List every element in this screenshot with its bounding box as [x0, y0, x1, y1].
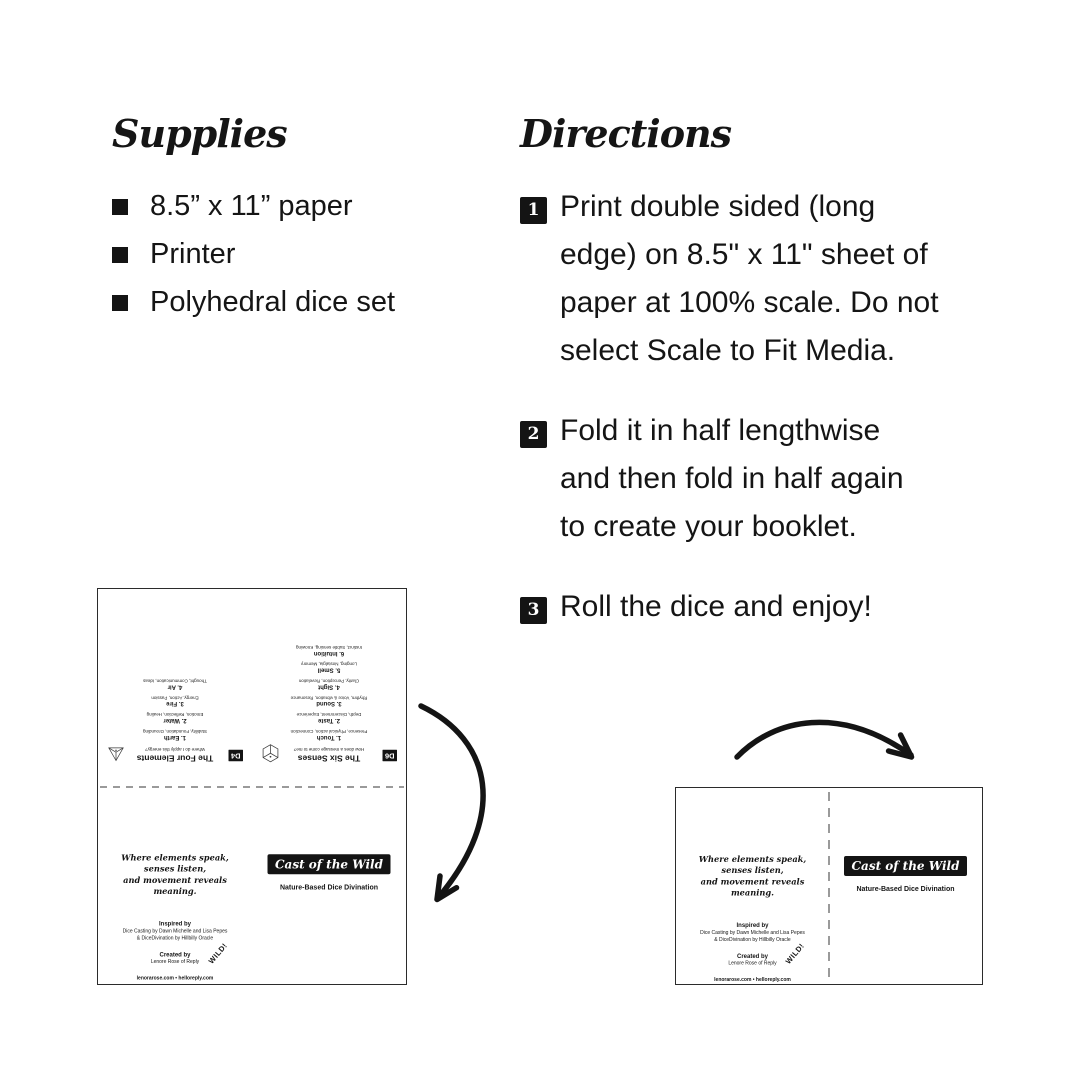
curved-flip-arrow-icon: [720, 698, 930, 768]
d6-die-icon: [261, 741, 280, 763]
curved-fold-arrow-icon: [405, 690, 515, 910]
booklet-back-cover: [98, 787, 252, 985]
dice-item: 1. Earth Stability, Foundation, Grounding: [143, 728, 207, 741]
dice-item: 5. Smell Longing, Nostalgia, Memory: [300, 661, 358, 674]
chart-title: The Four Elements: [136, 753, 214, 763]
cast-of-the-wild-logo: Cast of the Wild: [844, 856, 967, 876]
wild-stamp: WILD!: [783, 941, 806, 966]
logo-subtitle: Nature-Based Dice Divination: [279, 883, 379, 892]
directions-section: [520, 86, 990, 631]
wild-stamp: WILD!: [206, 941, 229, 966]
step-text: [560, 583, 872, 631]
list-item: [112, 231, 492, 279]
tagline: Where elements speak, senses listen, and movement reveals meaning.: [121, 853, 229, 896]
d6-list: [260, 644, 398, 740]
chart-subtitle: Where do I apply this energy?: [145, 746, 205, 752]
dice-item: 1. Touch Presence, Physical action, Connection: [290, 728, 368, 741]
step-number-badge: 2: [520, 421, 547, 448]
sheet-bottom-half: [98, 787, 406, 985]
d4-die-icon: [107, 742, 125, 763]
step-line: select Scale to Fit Media.: [560, 333, 896, 367]
sheet-top-half: [98, 589, 406, 787]
booklet-front-cover: [252, 787, 406, 985]
step-line: Fold it in half lengthwise: [560, 413, 881, 447]
d4-list: [106, 678, 244, 741]
horizontal-fold-line: [100, 786, 404, 788]
step-number-badge: 1: [520, 197, 547, 224]
step-text: [560, 407, 904, 551]
d4-chart-panel: [98, 589, 252, 787]
step-line: edge) on 8.5" x 11" sheet of: [560, 237, 928, 271]
step-line: Print double sided (long: [560, 189, 876, 223]
credits: Inspired by Dice Casting by Dawn Michelle and Lisa Pepes & DiceDivination by Hillbilly Oracle Created by Lenore Rose of Reply lenorarose.com • helloreply.com: [686, 922, 819, 983]
square-bullet-icon: [112, 199, 128, 215]
cast-of-the-wild-logo: Cast of the Wild: [268, 855, 391, 875]
chart-subtitle: How does a message come to me?: [293, 746, 365, 752]
supplies-list: [112, 183, 492, 327]
dice-item: 4. Sight Clarity, Perception, Revelation: [298, 678, 360, 691]
website-links: lenorarose.com • helloreply.com: [136, 975, 214, 982]
dice-item: 2. Taste Depth, Discernment, Experience: [296, 711, 362, 725]
dice-item: 3. Fire Energy, Action, Passion: [151, 694, 199, 708]
dice-item: 6. Intuition Instinct, Subtle sensing, Knowing: [295, 644, 363, 657]
square-bullet-icon: [112, 295, 128, 311]
logo-subtitle: Nature-Based Dice Divination: [856, 884, 955, 893]
supplies-section: [112, 86, 492, 327]
step-number-badge: 3: [520, 597, 547, 624]
folded-booklet-mockup: [675, 787, 983, 985]
supply-label: 8.5” x 11” paper: [150, 190, 353, 223]
step-line: to create your booklet.: [560, 509, 857, 543]
dice-item: 3. Sound Rhythm, Voice & vibration, Resonance: [290, 694, 368, 708]
website-links: lenorarose.com • helloreply.com: [714, 977, 791, 983]
supply-label: Polyhedral dice set: [150, 286, 396, 319]
directions-title: Directions: [520, 111, 732, 157]
d6-chart-panel: [252, 589, 406, 787]
supply-label: Printer: [150, 238, 236, 271]
tagline: Where elements speak, senses listen, and movement reveals meaning.: [698, 854, 807, 898]
list-item: [112, 183, 492, 231]
step-line: Roll the dice and enjoy!: [560, 589, 872, 623]
booklet-front-cover: [829, 788, 982, 984]
list-item: [112, 279, 492, 327]
booklet-back-cover: [676, 788, 829, 984]
step-line: paper at 100% scale. Do not: [560, 285, 939, 319]
credits: Inspired by Dice Casting by Dawn Michelle and Lisa Pepes & DiceDivination by Hillbilly Oracle Created by Lenore Rose of Reply lenorarose.com • helloreply.com: [108, 920, 242, 981]
d4-badge: D4: [228, 750, 243, 762]
square-bullet-icon: [112, 247, 128, 263]
d6-badge: D6: [382, 750, 397, 762]
directions-steps: [520, 183, 990, 631]
step-text: [560, 183, 939, 375]
step-1: [520, 183, 990, 375]
step-line: and then fold in half again: [560, 461, 904, 495]
chart-title: The Six Senses: [297, 753, 361, 763]
step-2: [520, 407, 990, 551]
supplies-title: Supplies: [112, 111, 287, 157]
dice-item: 2. Water Emotion, Reflection, Healing: [146, 711, 204, 725]
upside-down-print-layer: [98, 589, 406, 787]
step-3: [520, 583, 990, 631]
dice-item: 4. Air Thought, Communication, Ideas: [143, 678, 207, 691]
printed-sheet-mockup: [97, 588, 407, 985]
vertical-fold-line: [828, 792, 830, 980]
